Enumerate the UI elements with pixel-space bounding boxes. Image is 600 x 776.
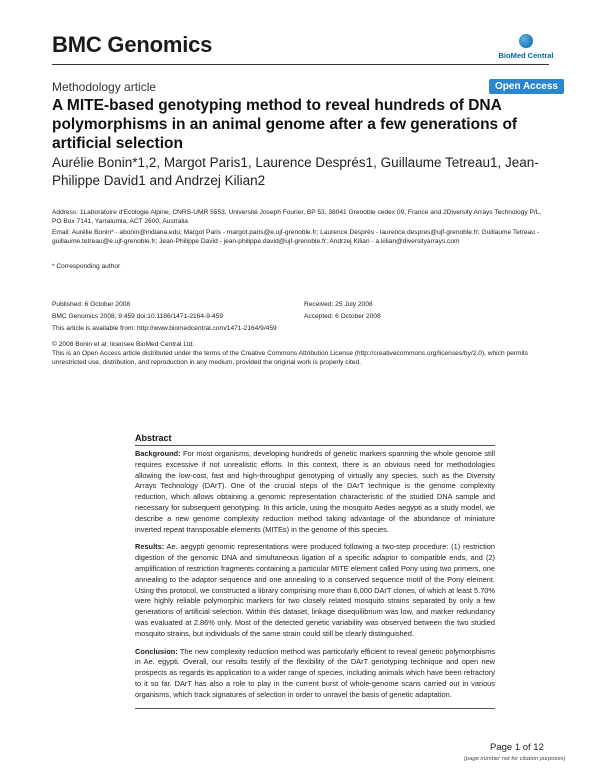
abstract-background <box>135 449 495 535</box>
corresponding-author-note: * Corresponding author <box>52 263 121 270</box>
abstract-results <box>135 542 495 639</box>
page-number-note: (page number not for citation purposes) <box>464 756 566 762</box>
background-text: For most organisms, developing hundreds of genetic markers spanning the whole genome still requires excessive if not unrealistic efforts. In this context, there is an obvious need for methodologies allowing the low-cost, fast and high-throughput genotyping of virtually any species, such as the Diversity Arrays Technology (DArT). One of the crucial steps of the DArT technique is the genome complexity reduction, which allows obtaining a genomic representation characteristic of the studied DNA sample and necessary for subsequent genotyping. In this article, using the mosquito Aedes aegypti as a study model, we describe a new genome complexity reduction method taking advantage of the abundance of miniature inverted repeat transposable elements (MITEs) in the genome of this species. <box>135 449 495 534</box>
results-text: Ae. aegypti genomic representations were produced following a two-step procedure: (1) restriction digestion of the genomic DNA and simultaneous ligation of a specific adaptor to compatible ends, and (2) amplification of restriction fragments containing a particular MITE element called Pony using two primers, one annealing to the adaptor sequence and one annealing to a conserved sequence motif of the Pony element. Using this protocol, we constructed a library comprising more than 6,000 DArT clones, of which at least 5.70% were highly reliable polymorphic markers for two closely related mosquito strains separated by only a few generations of artificial selection. Within this dataset, linkage disequilibrium was low, and marker redundancy was evaluated at 2.86% only. Most of the detected genetic variability was observed between the two studied mosquito strains, but individuals of the same strain could still be clearly distinguished. <box>135 542 495 638</box>
author-emails: Email: Aurélie Bonin* - abonin@indiana.edu; Margot Paris - margot.paris@e.ujf-grenoble.fr; Laurence Després - laurence.despres@ujf-grenoble.fr; Guillaume Tetreau - guillaume.tetreau@e.ujf-grenoble.fr; Jean-Philippe David - jean-philippe.david@ujf-grenoble.fr; Andrzej Kilian - a.kilian@diversityarrays.com <box>52 229 539 246</box>
background-label: Background: <box>135 449 181 458</box>
publication-info <box>52 300 282 334</box>
author-list: Aurélie Bonin*1,2, Margot Paris1, Laurence Després1, Guillaume Tetreau1, Jean-Philippe David1 and Andrzej Kilian2 <box>52 155 539 188</box>
publisher-logo-text: BioMed Central <box>498 51 554 60</box>
accepted-date: Accepted: 6 October 2008 <box>304 313 381 321</box>
results-label: Results: <box>135 542 165 552</box>
license-text: This is an Open Access article distributed under the terms of the Creative Commons Attribution License (http://creativecommons.org/licenses/by/2.0), which permits unrestricted use, distribution, and reproduction in any medium, provided the original work is properly cited. <box>52 350 529 367</box>
header-divider <box>52 64 549 65</box>
abstract-heading: Abstract <box>135 433 495 446</box>
article-title: A MITE-based genotyping method to reveal hundreds of DNA polymorphisms in an animal genome after a few generations of artificial selection <box>52 97 518 152</box>
open-access-badge: Open Access <box>489 79 564 94</box>
page-number: Page 1 of 12 <box>490 742 544 753</box>
received-info <box>304 300 524 321</box>
abstract-bottom-rule <box>135 708 495 709</box>
article-type: Methodology article <box>52 80 157 94</box>
biomed-logo-icon <box>519 34 533 48</box>
citation: BMC Genomics 2008, 9:459 doi:10.1186/1471-2164-9-459 <box>52 313 224 321</box>
article-url[interactable]: This article is available from: http://www.biomedcentral.com/1471-2164/9/459 <box>52 325 277 333</box>
conclusion-label: Conclusion: <box>135 646 178 656</box>
journal-title: BMC Genomics <box>52 32 213 57</box>
affiliation-address: Address: 1Laboratoire d'Ecologie Alpine, CNRS-UMR 5553, Université Joseph Fourier, BP 53, 38041 Grenoble cedex 09, France and 2Diversity Arrays Technology P/L, PO Box 7141, Yarralumla, ACT 2600, Australia <box>52 209 542 226</box>
copyright-line: © 2008 Bonin et al; licensee BioMed Central Ltd. <box>52 341 195 348</box>
published-date: Published: 6 October 2008 <box>52 301 131 308</box>
abstract-box <box>135 433 495 709</box>
abstract-conclusion <box>135 647 495 701</box>
copyright-block <box>52 340 552 368</box>
conclusion-text: The new complexity reduction method was particularly efficient to reveal genetic polymorphisms in Ae. egypti. Overall, our results testify of the flexibility of the DArT genotyping technique and open new prospects as regards its application to a wider range of species, including animals which have been refractory to it so far. DArT has also a role to play in the current burst of whole-genome scans carried out in various organisms, which track signatures of selection in order to unravel the basis of genetic adaptation. <box>135 646 495 699</box>
received-date: Received: 25 July 2008 <box>304 301 373 308</box>
publisher-logo <box>498 34 554 60</box>
